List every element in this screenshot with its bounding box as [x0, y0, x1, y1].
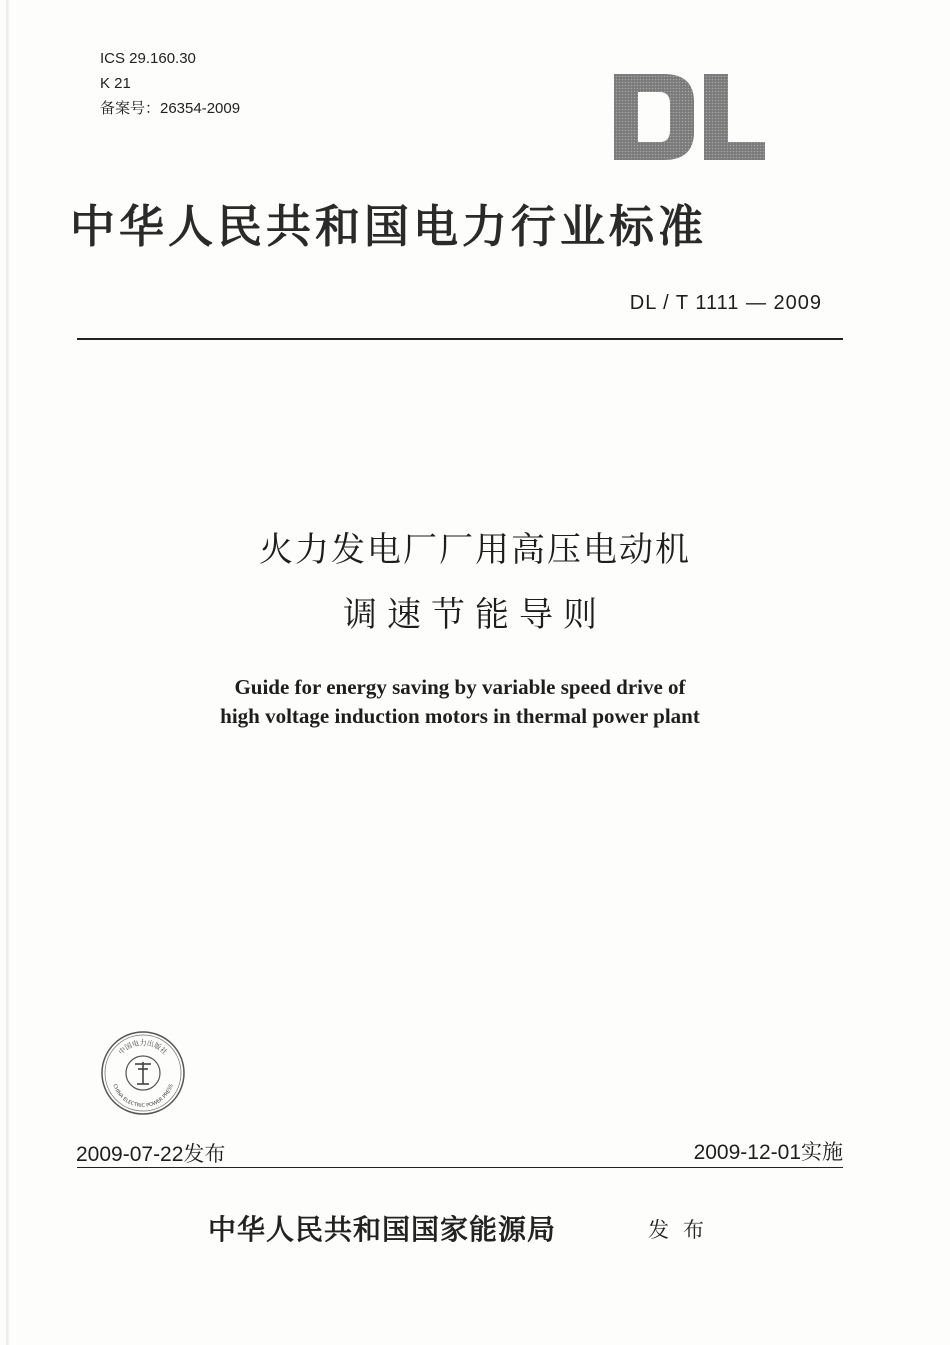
effective-date: 2009-12-01实施: [693, 1141, 843, 1164]
publisher-name: 中华人民共和国国家能源局: [208, 1213, 557, 1246]
standard-category-title: 中华人民共和国电力行业标准: [70, 200, 708, 253]
publish-label: 发布: [648, 1218, 718, 1242]
ccs-code: K 21: [100, 75, 131, 92]
seal-text-cn: 中国电力出版社: [117, 1039, 169, 1057]
title-en-line2: high voltage induction motors in thermal power plant: [220, 704, 700, 728]
title-cn-line1: 火力发电厂厂用高压电动机: [259, 530, 691, 570]
title-cn-line2: 调速节能导则: [343, 595, 607, 635]
publisher-seal: [100, 1030, 186, 1116]
bottom-divider: [77, 1167, 843, 1168]
seal-text-en: CHINA ELECTRIC POWER PRESS: [111, 1083, 175, 1109]
record-number: 备案号：26354-2009: [100, 100, 241, 117]
standard-number: DL / T 1111 — 2009: [629, 292, 822, 314]
tower-icon: [135, 1062, 151, 1084]
issue-date: 2009-07-22发布: [76, 1143, 226, 1166]
dl-logo: [612, 72, 767, 162]
classification-block: [100, 46, 240, 121]
title-en-line1: Guide for energy saving by variable speed drive of: [234, 675, 686, 699]
top-divider: [77, 338, 843, 340]
ics-code: ICS 29.160.30: [100, 50, 196, 67]
